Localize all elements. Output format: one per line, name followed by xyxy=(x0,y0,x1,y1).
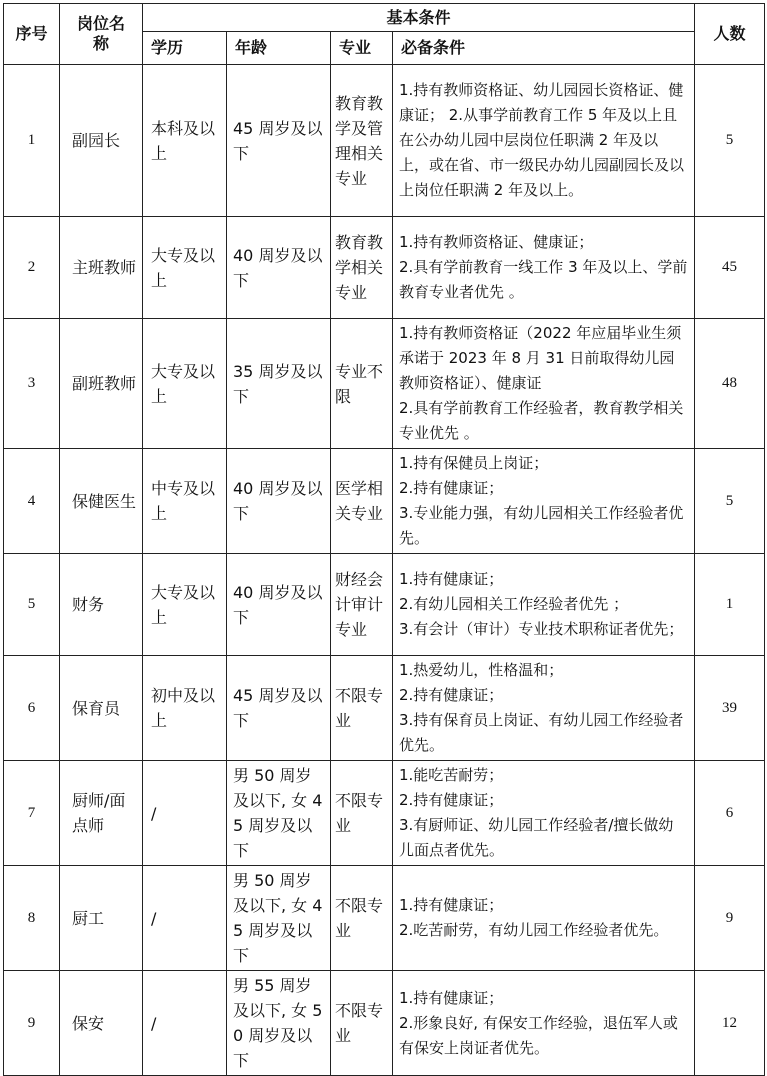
cell-major: 不限专业 xyxy=(331,656,393,761)
cell-position: 主班教师 xyxy=(60,217,143,319)
cell-count: 5 xyxy=(695,65,765,217)
cell-major: 专业不限 xyxy=(331,319,393,449)
requirement-line: 1.持有健康证； xyxy=(399,988,504,1007)
cell-age: 35 周岁及以下 xyxy=(227,319,331,449)
cell-seq: 8 xyxy=(4,866,60,971)
cell-major: 财经会计审计专业 xyxy=(331,554,393,656)
cell-requirements xyxy=(393,656,695,761)
cell-major: 教育教学及管理相关专业 xyxy=(331,65,393,217)
cell-seq: 1 xyxy=(4,65,60,217)
header-requirements: 必备条件 xyxy=(393,32,695,65)
cell-education: / xyxy=(143,761,227,866)
cell-major: 不限专业 xyxy=(331,866,393,971)
requirement-line: 2.形象良好, 有保安工作经验，退伍军人或有保安上岗证者优先。 xyxy=(399,1013,678,1057)
cell-position: 副园长 xyxy=(60,65,143,217)
cell-seq: 6 xyxy=(4,656,60,761)
cell-position: 保育员 xyxy=(60,656,143,761)
cell-count: 1 xyxy=(695,554,765,656)
cell-count: 48 xyxy=(695,319,765,449)
cell-position: 厨工 xyxy=(60,866,143,971)
cell-age: 40 周岁及以下 xyxy=(227,217,331,319)
cell-requirements xyxy=(393,65,695,217)
cell-education: / xyxy=(143,866,227,971)
cell-age: 40 周岁及以下 xyxy=(227,449,331,554)
cell-requirements xyxy=(393,217,695,319)
cell-major: 不限专业 xyxy=(331,971,393,1076)
cell-major: 医学相关专业 xyxy=(331,449,393,554)
cell-age: 40 周岁及以下 xyxy=(227,554,331,656)
table-row xyxy=(4,761,765,866)
cell-requirements xyxy=(393,761,695,866)
requirement-line: 3.专业能力强，有幼儿园相关工作经验者优先。 xyxy=(399,504,684,547)
cell-count: 5 xyxy=(695,449,765,554)
header-seq: 序号 xyxy=(4,4,60,65)
cell-age: 45 周岁及以下 xyxy=(227,656,331,761)
cell-position: 厨师/面点师 xyxy=(60,761,143,866)
cell-education: 本科及以上 xyxy=(143,65,227,217)
cell-count: 45 xyxy=(695,217,765,319)
cell-seq: 5 xyxy=(4,554,60,656)
requirement-line: 1.热爱幼儿，性格温和； xyxy=(399,661,564,679)
cell-seq: 7 xyxy=(4,761,60,866)
requirement-line: 1.能吃苦耐劳； xyxy=(399,766,504,784)
header-major: 专业 xyxy=(331,32,393,65)
table-row xyxy=(4,449,765,554)
cell-seq: 2 xyxy=(4,217,60,319)
requirement-line: 2.具有学前教育一线工作 3 年及以上、学前教育专业者优先 。 xyxy=(399,258,688,301)
requirement-line: 2.具有学前教育工作经验者，教育教学相关专业优先 。 xyxy=(399,399,684,442)
cell-age: 45 周岁及以下 xyxy=(227,65,331,217)
header-position: 岗位名称 xyxy=(60,4,143,65)
cell-education: 大专及以上 xyxy=(143,554,227,656)
cell-position: 财务 xyxy=(60,554,143,656)
cell-education: 中专及以上 xyxy=(143,449,227,554)
table-row xyxy=(4,217,765,319)
cell-age: 男 55 周岁及以下, 女 50 周岁及以下 xyxy=(227,971,331,1076)
requirement-line: 1.持有健康证； xyxy=(399,896,504,914)
requirement-line: 2.持有健康证； xyxy=(399,479,504,497)
cell-requirements xyxy=(393,319,695,449)
cell-count: 12 xyxy=(695,971,765,1076)
table-row xyxy=(4,971,765,1076)
cell-major: 教育教学相关专业 xyxy=(331,217,393,319)
cell-count: 39 xyxy=(695,656,765,761)
requirement-line: 1.持有教师资格证、幼儿园园长资格证、健康证； 2.从事学前教育工作 5 年及以上且在公办幼儿园中层岗位任职满 2 年及以上，或在省、市一级民办幼儿园副园长及以上岗位任职满 2 年及以上。 xyxy=(399,81,685,199)
requirement-line: 2.有幼儿园相关工作经验者优先 ； xyxy=(399,595,629,613)
cell-seq: 4 xyxy=(4,449,60,554)
cell-seq: 9 xyxy=(4,971,60,1076)
cell-count: 6 xyxy=(695,761,765,866)
cell-requirements xyxy=(393,866,695,971)
requirement-line: 3.持有保育员上岗证、有幼儿园工作经验者优先。 xyxy=(399,711,684,754)
header-count: 人数 xyxy=(695,4,765,65)
requirement-line: 2.持有健康证； xyxy=(399,791,504,809)
cell-major: 不限专业 xyxy=(331,761,393,866)
cell-education: 大专及以上 xyxy=(143,319,227,449)
requirement-line: 1.持有教师资格证、健康证； xyxy=(399,233,594,251)
requirement-line: 3.有厨师证、幼儿园工作经验者/擅长做幼儿面点者优先。 xyxy=(399,816,674,859)
cell-position: 保安 xyxy=(60,971,143,1076)
requirement-line: 1.持有保健员上岗证； xyxy=(399,454,549,472)
requirement-line: 3.有会计（审计）专业技术职称证者优先； xyxy=(399,620,684,638)
table-row xyxy=(4,554,765,656)
cell-requirements xyxy=(393,554,695,656)
table-row xyxy=(4,656,765,761)
table-row xyxy=(4,866,765,971)
cell-education: 初中及以上 xyxy=(143,656,227,761)
cell-requirements xyxy=(393,971,695,1076)
cell-position: 副班教师 xyxy=(60,319,143,449)
cell-age: 男 50 周岁及以下, 女 45 周岁及以下 xyxy=(227,866,331,971)
table-body xyxy=(4,65,765,1076)
cell-age: 男 50 周岁及以下, 女 45 周岁及以下 xyxy=(227,761,331,866)
cell-seq: 3 xyxy=(4,319,60,449)
cell-education: 大专及以上 xyxy=(143,217,227,319)
cell-requirements xyxy=(393,449,695,554)
header-age: 年龄 xyxy=(227,32,331,65)
requirement-line: 1.持有健康证； xyxy=(399,570,504,588)
table-row xyxy=(4,65,765,217)
header-basic-conditions: 基本条件 xyxy=(143,4,695,32)
cell-position: 保健医生 xyxy=(60,449,143,554)
recruitment-table xyxy=(3,3,765,1076)
cell-education: / xyxy=(143,971,227,1076)
requirement-line: 2.持有健康证； xyxy=(399,686,504,704)
header-education: 学历 xyxy=(143,32,227,65)
table-row xyxy=(4,319,765,449)
requirement-line: 1.持有教师资格证（2022 年应届毕业生须承诺于 2023 年 8 月 31 日前取得幼儿园教师资格证）、健康证 xyxy=(399,324,682,392)
requirement-line: 2.吃苦耐劳，有幼儿园工作经验者优先。 xyxy=(399,921,669,939)
cell-count: 9 xyxy=(695,866,765,971)
